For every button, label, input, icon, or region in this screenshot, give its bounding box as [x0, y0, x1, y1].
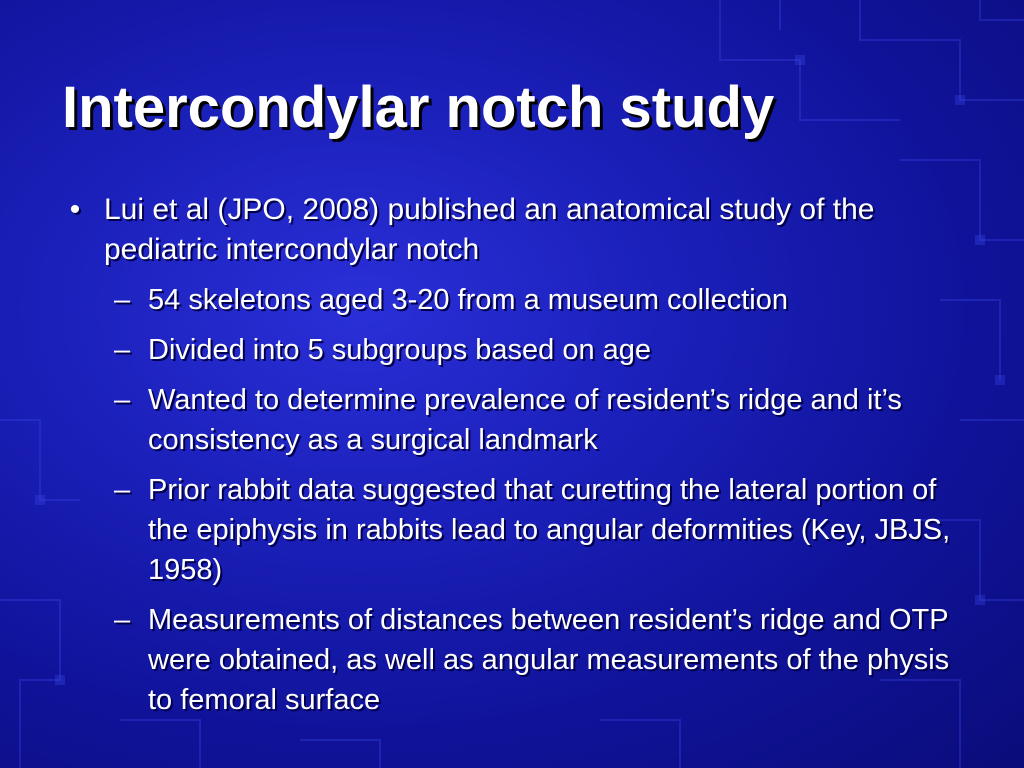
sub-bullet-marker: – [114, 604, 131, 636]
sub-bullet-text: 54 skeletons aged 3-20 from a museum collection [148, 284, 788, 316]
sub-bullet-text: Prior rabbit data suggested that curetting the lateral portion of the epiphysis in rabbits lead to angular deformities (Key, JBJS, 1958) [148, 474, 951, 586]
sub-bullet-text: Divided into 5 subgroups based on age [148, 334, 652, 366]
sub-bullet-marker: – [114, 474, 131, 506]
sub-bullet-item [60, 280, 960, 320]
bullet-item [60, 190, 960, 270]
bullet-marker: • [69, 193, 81, 226]
sub-bullet-marker: – [114, 284, 131, 316]
sub-bullet-item [60, 470, 960, 590]
bullet-text: Lui et al (JPO, 2008) published an anatomical study of the pediatric intercondylar notch [104, 193, 875, 266]
slide-content [60, 190, 960, 730]
sub-bullet-marker: – [114, 384, 131, 416]
sub-bullet-item [60, 330, 960, 370]
sub-bullet-text: Wanted to determine prevalence of resident’s ridge and it’s consistency as a surgical landmark [148, 384, 902, 456]
sub-bullet-item [60, 600, 960, 720]
sub-bullet-marker: – [114, 334, 131, 366]
sub-bullet-item [60, 380, 960, 460]
slide-title: Intercondylar notch study [62, 75, 775, 140]
sub-bullet-text: Measurements of distances between resident’s ridge and OTP were obtained, as well as angular measurements of the physis to femoral surface [148, 604, 950, 716]
